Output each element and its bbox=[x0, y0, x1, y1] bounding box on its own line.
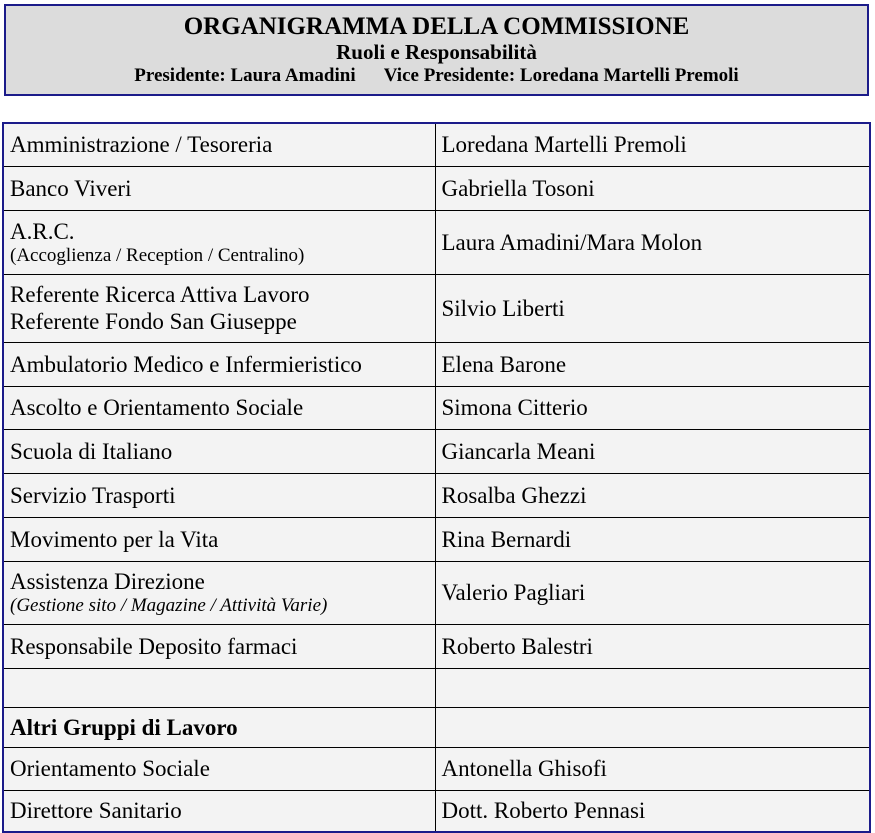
header-people bbox=[6, 64, 867, 88]
person-cell: Roberto Balestri bbox=[435, 624, 870, 668]
section-heading: Altri Gruppi di Lavoro bbox=[3, 707, 435, 747]
role-cell: Movimento per la Vita bbox=[3, 517, 435, 561]
person-cell: Giancarla Meani bbox=[435, 429, 870, 473]
person-cell: Gabriella Tosoni bbox=[435, 166, 870, 210]
role-cell: Scuola di Italiano bbox=[3, 429, 435, 473]
role-label: Referente Ricerca Attiva Lavoro bbox=[10, 282, 310, 307]
role-cell bbox=[3, 561, 435, 624]
table-row bbox=[3, 668, 870, 707]
table-row bbox=[3, 517, 870, 561]
role-note: (Gestione sito / Magazine / Attività Varie) bbox=[10, 595, 328, 616]
role-cell: Responsabile Deposito farmaci bbox=[3, 624, 435, 668]
person-cell: Valerio Pagliari bbox=[435, 561, 870, 624]
person-cell: Simona Citterio bbox=[435, 386, 870, 429]
role-cell: Ambulatorio Medico e Infermieristico bbox=[3, 342, 435, 386]
person-cell: Rina Bernardi bbox=[435, 517, 870, 561]
table-row bbox=[3, 210, 870, 274]
person-cell: Antonella Ghisofi bbox=[435, 747, 870, 790]
role-label: Assistenza Direzione bbox=[10, 569, 205, 594]
person-cell: Laura Amadini/Mara Molon bbox=[435, 210, 870, 274]
table-row bbox=[3, 707, 870, 747]
president-label: Presidente: Laura Amadini bbox=[134, 65, 356, 86]
person-cell bbox=[435, 668, 870, 707]
page-title: ORGANIGRAMMA DELLA COMMISSIONE bbox=[183, 13, 690, 40]
person-cell: Silvio Liberti bbox=[435, 274, 870, 342]
table-row bbox=[3, 274, 870, 342]
role-note: (Accoglienza / Reception / Centralino) bbox=[10, 244, 305, 266]
page-subtitle: Ruoli e Responsabilità bbox=[336, 40, 537, 64]
table-row bbox=[3, 747, 870, 790]
role-cell: Servizio Trasporti bbox=[3, 473, 435, 517]
person-cell: Loredana Martelli Premoli bbox=[435, 123, 870, 166]
person-cell: Elena Barone bbox=[435, 342, 870, 386]
role-cell bbox=[3, 210, 435, 274]
roles-table bbox=[2, 122, 871, 833]
table-row bbox=[3, 342, 870, 386]
table-row bbox=[3, 386, 870, 429]
role-cell: Ascolto e Orientamento Sociale bbox=[3, 386, 435, 429]
role-label: A.R.C. bbox=[10, 218, 75, 244]
table-row bbox=[3, 473, 870, 517]
table-row bbox=[3, 561, 870, 624]
vice-president-label: Vice Presidente: Loredana Martelli Premoli bbox=[383, 65, 739, 86]
role-cell: Direttore Sanitario bbox=[3, 790, 435, 832]
header-box bbox=[4, 4, 869, 96]
role-cell: Orientamento Sociale bbox=[3, 747, 435, 790]
table-row bbox=[3, 429, 870, 473]
person-cell: Rosalba Ghezzi bbox=[435, 473, 870, 517]
table-row bbox=[3, 790, 870, 832]
person-cell bbox=[435, 707, 870, 747]
role-cell: Amministrazione / Tesoreria bbox=[3, 123, 435, 166]
table-row bbox=[3, 624, 870, 668]
role-cell bbox=[3, 668, 435, 707]
person-cell: Dott. Roberto Pennasi bbox=[435, 790, 870, 832]
role-cell bbox=[3, 274, 435, 342]
role-cell: Banco Viveri bbox=[3, 166, 435, 210]
role-label-line2: Referente Fondo San Giuseppe bbox=[10, 309, 297, 334]
table-row bbox=[3, 166, 870, 210]
table-row bbox=[3, 123, 870, 166]
